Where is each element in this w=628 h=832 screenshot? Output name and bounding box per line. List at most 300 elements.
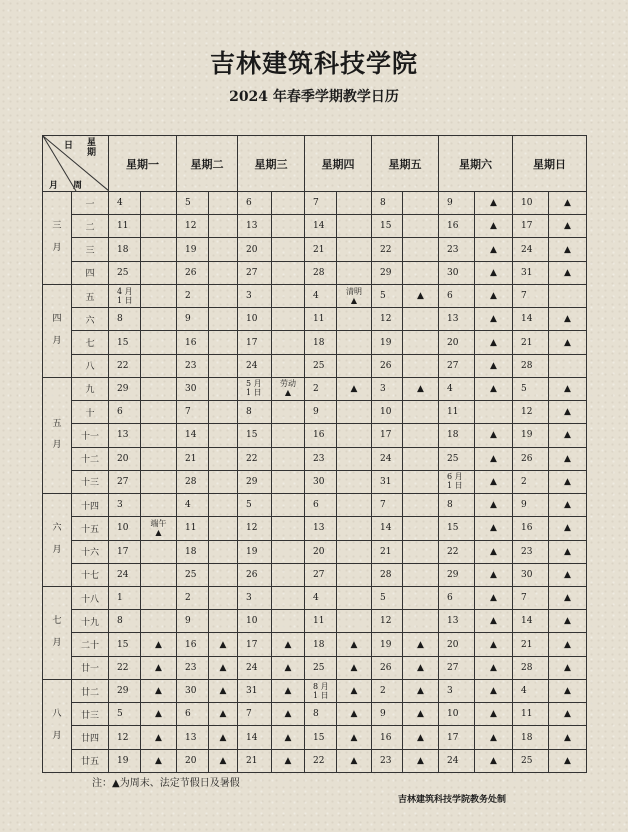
holiday-marker-cell	[403, 656, 439, 679]
holiday-marker: ▲	[490, 453, 497, 464]
holiday-marker: ▲	[417, 686, 424, 697]
date-cell	[109, 284, 141, 307]
holiday-marker: ▲	[564, 639, 571, 650]
date-value: 22	[117, 662, 129, 673]
holiday-marker: ▲	[350, 662, 358, 673]
holiday-marker-cell	[475, 354, 513, 377]
week-number: 廿一	[72, 656, 109, 679]
date-cell	[372, 377, 403, 400]
holiday-marker-cell	[141, 447, 177, 470]
date-value: 17	[246, 639, 258, 650]
week-number: 廿四	[72, 726, 109, 749]
date-value: 3	[447, 686, 453, 697]
holiday-marker: ▲	[490, 593, 497, 604]
holiday-marker-cell	[141, 401, 177, 424]
date-value: 8	[246, 407, 252, 418]
date-cell	[372, 424, 403, 447]
date-value: 17	[246, 337, 258, 348]
date-value: 20	[313, 546, 325, 557]
weekday-header: 星期日	[513, 136, 587, 192]
date-value: 26	[246, 569, 258, 580]
date-value: 2	[185, 291, 191, 302]
date-cell	[109, 192, 141, 215]
holiday-marker-cell	[141, 284, 177, 307]
holiday-marker: ▲	[564, 546, 571, 557]
holiday-marker: ▲	[155, 662, 162, 673]
holiday-marker: ▲	[490, 291, 497, 302]
date-value: 27	[246, 267, 258, 278]
date-value: 21	[521, 639, 533, 650]
date-cell	[238, 308, 272, 331]
date-value: 17	[117, 546, 129, 557]
date-value: 5	[521, 383, 527, 394]
date-value: 30	[185, 686, 197, 697]
date-value: 4	[117, 198, 123, 209]
date-value: 24	[246, 360, 258, 371]
holiday-marker-cell	[272, 517, 305, 540]
holiday-marker: ▲	[490, 430, 497, 441]
date-cell	[372, 447, 403, 470]
holiday-marker: ▲	[490, 569, 497, 580]
holiday-marker: ▲	[155, 732, 162, 743]
holiday-marker: ▲	[350, 686, 358, 697]
holiday-marker-cell	[475, 517, 513, 540]
holiday-marker-cell	[272, 377, 305, 400]
date-cell	[513, 192, 549, 215]
weekday-header: 星期一	[109, 136, 177, 192]
holiday-marker-cell	[337, 749, 372, 772]
date-cell	[439, 401, 475, 424]
holiday-marker: ▲	[490, 244, 497, 255]
holiday-marker-cell	[475, 238, 513, 261]
date-value: 5	[246, 500, 252, 511]
holiday-marker-cell	[403, 331, 439, 354]
date-value: 17	[521, 221, 533, 232]
date-value: 2	[313, 383, 319, 394]
holiday-marker-cell	[272, 354, 305, 377]
holiday-marker-cell	[337, 726, 372, 749]
date-value: 12	[380, 616, 392, 627]
date-cell	[372, 284, 403, 307]
holiday-marker-cell	[141, 610, 177, 633]
date-cell	[372, 401, 403, 424]
holiday-marker-cell	[272, 540, 305, 563]
date-value: 24	[117, 569, 129, 580]
week-row	[43, 215, 587, 238]
date-value: 13	[117, 430, 129, 441]
holiday-marker-cell	[272, 192, 305, 215]
date-cell	[513, 540, 549, 563]
date-value: 3	[380, 383, 386, 394]
date-value: 29	[117, 686, 129, 697]
date-value: 12	[185, 221, 197, 232]
date-value: 18	[117, 244, 129, 255]
holiday-marker: ▲	[490, 383, 497, 394]
holiday-marker-cell	[337, 284, 372, 307]
date-cell	[372, 679, 403, 702]
date-cell	[513, 424, 549, 447]
date-cell	[372, 540, 403, 563]
holiday-marker-cell	[141, 470, 177, 493]
holiday-marker-cell	[141, 331, 177, 354]
date-cell	[305, 540, 337, 563]
date-cell	[109, 517, 141, 540]
date-value: 5 月 1 日	[246, 379, 262, 398]
date-value: 9	[380, 709, 386, 720]
date-value: 6 月 1 日	[447, 472, 463, 491]
month-label: 六 月	[43, 494, 72, 587]
date-value: 19	[380, 337, 392, 348]
date-cell	[109, 586, 141, 609]
date-cell	[305, 308, 337, 331]
corner-label-day: 日	[64, 141, 74, 151]
date-cell	[513, 377, 549, 400]
date-cell	[109, 726, 141, 749]
week-number: 十四	[72, 494, 109, 517]
holiday-marker-cell	[475, 215, 513, 238]
month-label: 七 月	[43, 586, 72, 679]
date-value: 9	[521, 500, 527, 511]
date-cell	[238, 377, 272, 400]
week-row	[43, 494, 587, 517]
date-value: 27	[117, 476, 129, 487]
date-cell	[238, 424, 272, 447]
date-value: 31	[380, 476, 392, 487]
holiday-marker: ▲	[490, 732, 497, 743]
holiday-marker-cell	[337, 215, 372, 238]
date-cell	[305, 377, 337, 400]
date-cell	[513, 679, 549, 702]
date-value: 5	[117, 709, 123, 720]
holiday-marker-cell	[209, 331, 238, 354]
date-value: 23	[313, 453, 325, 464]
holiday-marker-cell	[209, 215, 238, 238]
date-cell	[177, 726, 209, 749]
holiday-marker: ▲	[564, 616, 571, 627]
date-value: 25	[185, 569, 197, 580]
holiday-marker: ▲	[490, 476, 497, 487]
holiday-marker-cell	[272, 284, 305, 307]
date-cell	[109, 470, 141, 493]
date-cell	[305, 192, 337, 215]
date-cell	[439, 679, 475, 702]
date-value: 25	[117, 267, 129, 278]
corner-label-month: 月	[49, 181, 59, 191]
date-value: 9	[185, 314, 191, 325]
holiday-marker: ▲	[490, 198, 497, 209]
week-row	[43, 517, 587, 540]
holiday-marker: ▲	[490, 662, 497, 673]
date-cell	[238, 401, 272, 424]
holiday-marker-cell	[272, 447, 305, 470]
holiday-marker-cell	[549, 494, 587, 517]
holiday-marker-cell	[209, 517, 238, 540]
holiday-marker-cell	[141, 354, 177, 377]
holiday-marker-cell	[549, 656, 587, 679]
date-cell	[513, 401, 549, 424]
holiday-marker-cell	[272, 726, 305, 749]
week-row	[43, 749, 587, 772]
week-row	[43, 331, 587, 354]
date-cell	[372, 563, 403, 586]
date-value: 16	[447, 221, 459, 232]
date-value: 20	[447, 639, 459, 650]
holiday-marker: ▲	[490, 267, 497, 278]
date-value: 7	[521, 291, 527, 302]
date-cell	[305, 424, 337, 447]
date-cell	[238, 749, 272, 772]
holiday-marker: ▲	[219, 755, 227, 766]
date-cell	[238, 656, 272, 679]
date-cell	[305, 238, 337, 261]
holiday-marker: ▲	[490, 500, 497, 511]
date-cell	[305, 610, 337, 633]
holiday-marker-cell	[475, 749, 513, 772]
holiday-marker: ▲	[350, 639, 358, 650]
date-cell	[238, 517, 272, 540]
date-value: 4	[185, 500, 191, 511]
date-value: 20	[117, 453, 129, 464]
holiday-marker-cell	[337, 494, 372, 517]
date-value: 19	[380, 639, 392, 650]
week-number: 七	[72, 331, 109, 354]
holiday-marker: ▲	[564, 500, 571, 511]
holiday-marker-cell	[272, 633, 305, 656]
holiday-marker-cell	[475, 377, 513, 400]
date-cell	[372, 192, 403, 215]
date-value: 11	[185, 523, 197, 534]
date-cell	[513, 563, 549, 586]
holiday-marker-cell	[475, 494, 513, 517]
holiday-marker: ▲	[564, 569, 571, 580]
date-value: 16	[521, 523, 533, 534]
date-cell	[238, 703, 272, 726]
holiday-marker: ▲	[564, 732, 571, 743]
holiday-marker-cell	[272, 494, 305, 517]
date-value: 19	[246, 546, 258, 557]
date-value: 25	[313, 662, 325, 673]
holiday-marker-cell	[337, 377, 372, 400]
holiday-marker: ▲	[219, 662, 227, 673]
date-value: 8	[380, 198, 386, 209]
date-cell	[305, 261, 337, 284]
date-value: 7	[185, 407, 191, 418]
holiday-marker: ▲	[350, 709, 358, 720]
date-value: 20	[185, 755, 197, 766]
date-value: 24	[521, 244, 533, 255]
holiday-marker-cell	[272, 586, 305, 609]
holiday-marker: ▲	[219, 709, 227, 720]
holiday-marker-cell	[209, 447, 238, 470]
holiday-marker-cell	[272, 215, 305, 238]
holiday-marker: ▲	[284, 732, 292, 743]
date-value: 25	[447, 453, 459, 464]
date-cell	[305, 401, 337, 424]
date-value: 13	[447, 616, 459, 627]
date-value: 6	[246, 198, 252, 209]
date-cell	[305, 726, 337, 749]
date-cell	[238, 331, 272, 354]
date-cell	[109, 703, 141, 726]
date-value: 21	[521, 337, 533, 348]
date-cell	[177, 586, 209, 609]
date-value: 15	[117, 639, 129, 650]
holiday-marker: ▲	[284, 709, 292, 720]
holiday-marker-cell	[475, 679, 513, 702]
date-value: 15	[380, 221, 392, 232]
date-cell	[439, 308, 475, 331]
date-cell	[513, 633, 549, 656]
date-cell	[238, 284, 272, 307]
date-cell	[238, 261, 272, 284]
date-cell	[372, 261, 403, 284]
date-value: 20	[447, 337, 459, 348]
holiday-marker-cell	[549, 679, 587, 702]
date-value: 13	[313, 523, 325, 534]
date-cell	[238, 238, 272, 261]
holiday-marker-cell	[141, 261, 177, 284]
week-number: 十六	[72, 540, 109, 563]
holiday-marker-cell	[141, 679, 177, 702]
date-cell	[305, 703, 337, 726]
date-value: 29	[246, 476, 258, 487]
date-cell	[305, 656, 337, 679]
date-value: 22	[380, 244, 392, 255]
calendar-body	[43, 192, 587, 773]
holiday-marker-cell	[549, 517, 587, 540]
holiday-marker: ▲	[490, 523, 497, 534]
date-value: 23	[185, 662, 197, 673]
weekday-header: 星期五	[372, 136, 439, 192]
date-value: 24	[246, 662, 258, 673]
week-row	[43, 238, 587, 261]
date-cell	[439, 238, 475, 261]
date-cell	[439, 331, 475, 354]
holiday-marker: ▲	[350, 732, 358, 743]
date-cell	[177, 470, 209, 493]
week-number: 一	[72, 192, 109, 215]
date-cell	[513, 308, 549, 331]
holiday-marker-cell	[403, 679, 439, 702]
holiday-marker-cell	[209, 703, 238, 726]
holiday-marker-cell	[475, 703, 513, 726]
date-cell	[109, 331, 141, 354]
week-row	[43, 563, 587, 586]
date-value: 8	[117, 616, 123, 627]
date-value: 27	[447, 360, 459, 371]
date-value: 21	[380, 546, 392, 557]
holiday-marker: ▲	[417, 662, 424, 673]
holiday-marker-cell	[403, 703, 439, 726]
holiday-marker-cell	[337, 447, 372, 470]
holiday-marker-cell	[549, 424, 587, 447]
week-row	[43, 470, 587, 493]
date-cell	[372, 215, 403, 238]
date-cell	[439, 424, 475, 447]
date-value: 16	[185, 639, 197, 650]
date-value: 22	[447, 546, 459, 557]
date-value: 15	[117, 337, 129, 348]
date-cell	[238, 192, 272, 215]
date-cell	[513, 470, 549, 493]
date-cell	[238, 633, 272, 656]
date-cell	[372, 354, 403, 377]
holiday-marker-cell	[549, 331, 587, 354]
holiday-marker-cell	[337, 540, 372, 563]
holiday-marker-cell	[272, 563, 305, 586]
holiday-marker: ▲	[490, 709, 497, 720]
date-value: 30	[521, 569, 533, 580]
holiday-marker-cell	[403, 470, 439, 493]
date-cell	[109, 563, 141, 586]
holiday-marker-cell	[209, 679, 238, 702]
holiday-marker-cell	[549, 447, 587, 470]
holiday-marker: ▲	[417, 383, 424, 394]
holiday-marker: 劳动 ▲	[280, 379, 296, 398]
holiday-marker-cell	[272, 238, 305, 261]
holiday-marker-cell	[475, 192, 513, 215]
corner-label-week: 周	[73, 181, 83, 191]
holiday-marker-cell	[475, 726, 513, 749]
holiday-marker-cell	[141, 377, 177, 400]
date-cell	[177, 354, 209, 377]
date-cell	[109, 749, 141, 772]
date-value: 7	[380, 500, 386, 511]
date-cell	[305, 447, 337, 470]
date-cell	[109, 401, 141, 424]
holiday-marker: ▲	[564, 453, 571, 464]
holiday-marker-cell	[141, 633, 177, 656]
date-value: 12	[521, 407, 533, 418]
date-cell	[177, 610, 209, 633]
date-cell	[513, 703, 549, 726]
weekday-header: 星期三	[238, 136, 305, 192]
date-value: 17	[380, 430, 392, 441]
date-value: 25	[313, 360, 325, 371]
holiday-marker-cell	[337, 354, 372, 377]
holiday-marker-cell	[141, 517, 177, 540]
date-value: 6	[313, 500, 319, 511]
holiday-marker-cell	[141, 494, 177, 517]
holiday-marker-cell	[549, 401, 587, 424]
holiday-marker: ▲	[564, 244, 571, 255]
holiday-marker-cell	[141, 749, 177, 772]
date-value: 31	[521, 267, 533, 278]
date-cell	[238, 586, 272, 609]
holiday-marker: ▲	[284, 686, 292, 697]
date-value: 22	[246, 453, 258, 464]
date-value: 24	[380, 453, 392, 464]
holiday-marker-cell	[141, 726, 177, 749]
date-value: 16	[380, 732, 392, 743]
date-cell	[109, 424, 141, 447]
date-value: 12	[246, 523, 258, 534]
holiday-marker-cell	[209, 540, 238, 563]
date-cell	[372, 610, 403, 633]
date-value: 7	[313, 198, 319, 209]
date-value: 19	[521, 430, 533, 441]
date-cell	[109, 679, 141, 702]
date-cell	[177, 308, 209, 331]
week-number: 十八	[72, 586, 109, 609]
holiday-marker-cell	[272, 424, 305, 447]
date-cell	[372, 238, 403, 261]
week-number: 廿五	[72, 749, 109, 772]
holiday-marker-cell	[549, 261, 587, 284]
date-cell	[238, 470, 272, 493]
date-cell	[372, 586, 403, 609]
date-value: 19	[185, 244, 197, 255]
